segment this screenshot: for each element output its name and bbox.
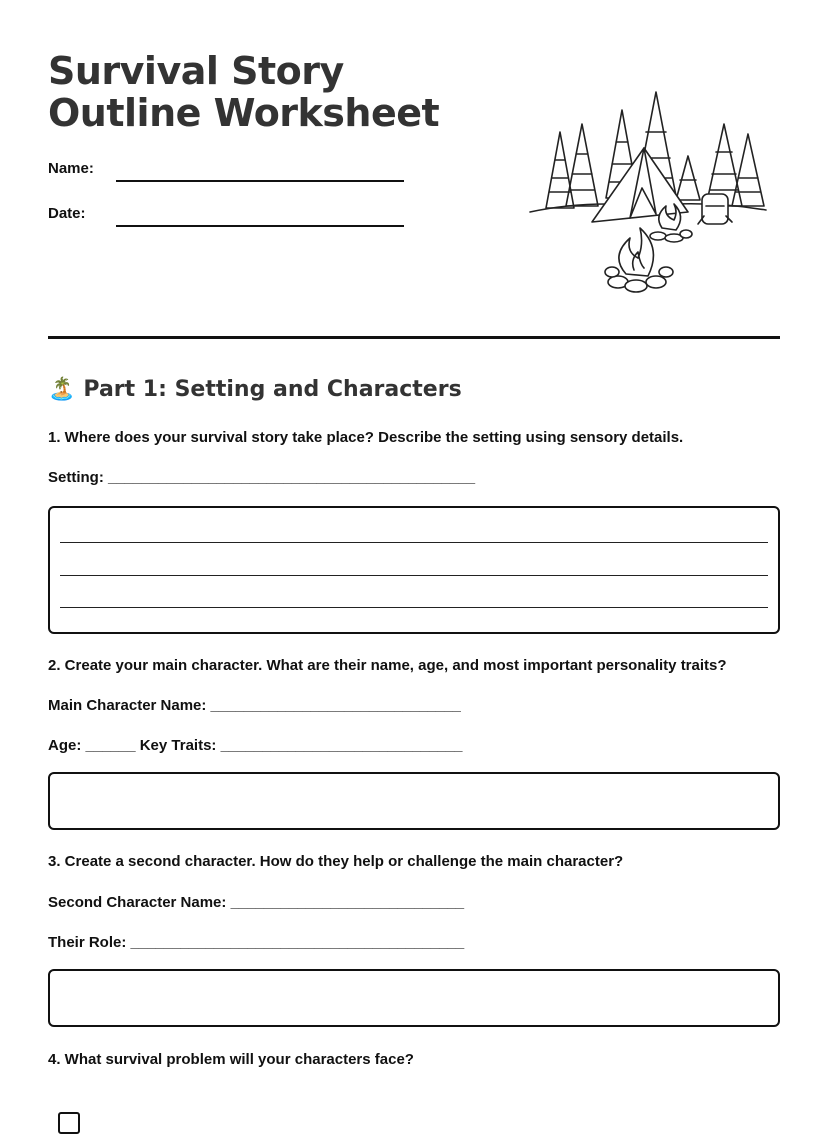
writing-line (60, 607, 768, 608)
problem-checkbox[interactable] (58, 1112, 80, 1134)
setting-answer-box[interactable] (48, 506, 780, 634)
worksheet-title: Survival Story Outline Worksheet (48, 49, 440, 135)
main-character-answer-box[interactable] (48, 772, 780, 830)
camping-scene-icon (526, 88, 774, 298)
second-character-answer-box[interactable] (48, 969, 780, 1027)
role-field[interactable]: Their Role: ________________________________________ (48, 934, 465, 951)
name-label: Name: (48, 160, 94, 177)
date-label: Date: (48, 205, 86, 222)
writing-line (60, 575, 768, 576)
question-3: 3. Create a second character. How do they help or challenge the main character? (48, 853, 624, 870)
age-traits-field[interactable]: Age: ______ Key Traits: _____________________________ (48, 737, 463, 754)
writing-line (60, 542, 768, 543)
date-field[interactable] (116, 225, 404, 227)
name-field[interactable] (116, 180, 404, 182)
second-character-name-field[interactable]: Second Character Name: ____________________________ (48, 894, 465, 911)
part1-heading (48, 372, 462, 406)
question-2: 2. Create your main character. What are their name, age, and most important personality traits? (48, 657, 727, 674)
part1-heading-text: Part 1: Setting and Characters (83, 376, 462, 402)
question-4: 4. What survival problem will your characters face? (48, 1051, 414, 1068)
setting-field[interactable]: Setting: ____________________________________________ (48, 469, 476, 486)
section-divider (48, 336, 780, 339)
question-1: 1. Where does your survival story take place? Describe the setting using sensory details. (48, 429, 684, 446)
desert-island-icon: 🏝️ (48, 376, 76, 402)
main-character-name-field[interactable]: Main Character Name: ______________________________ (48, 697, 461, 714)
